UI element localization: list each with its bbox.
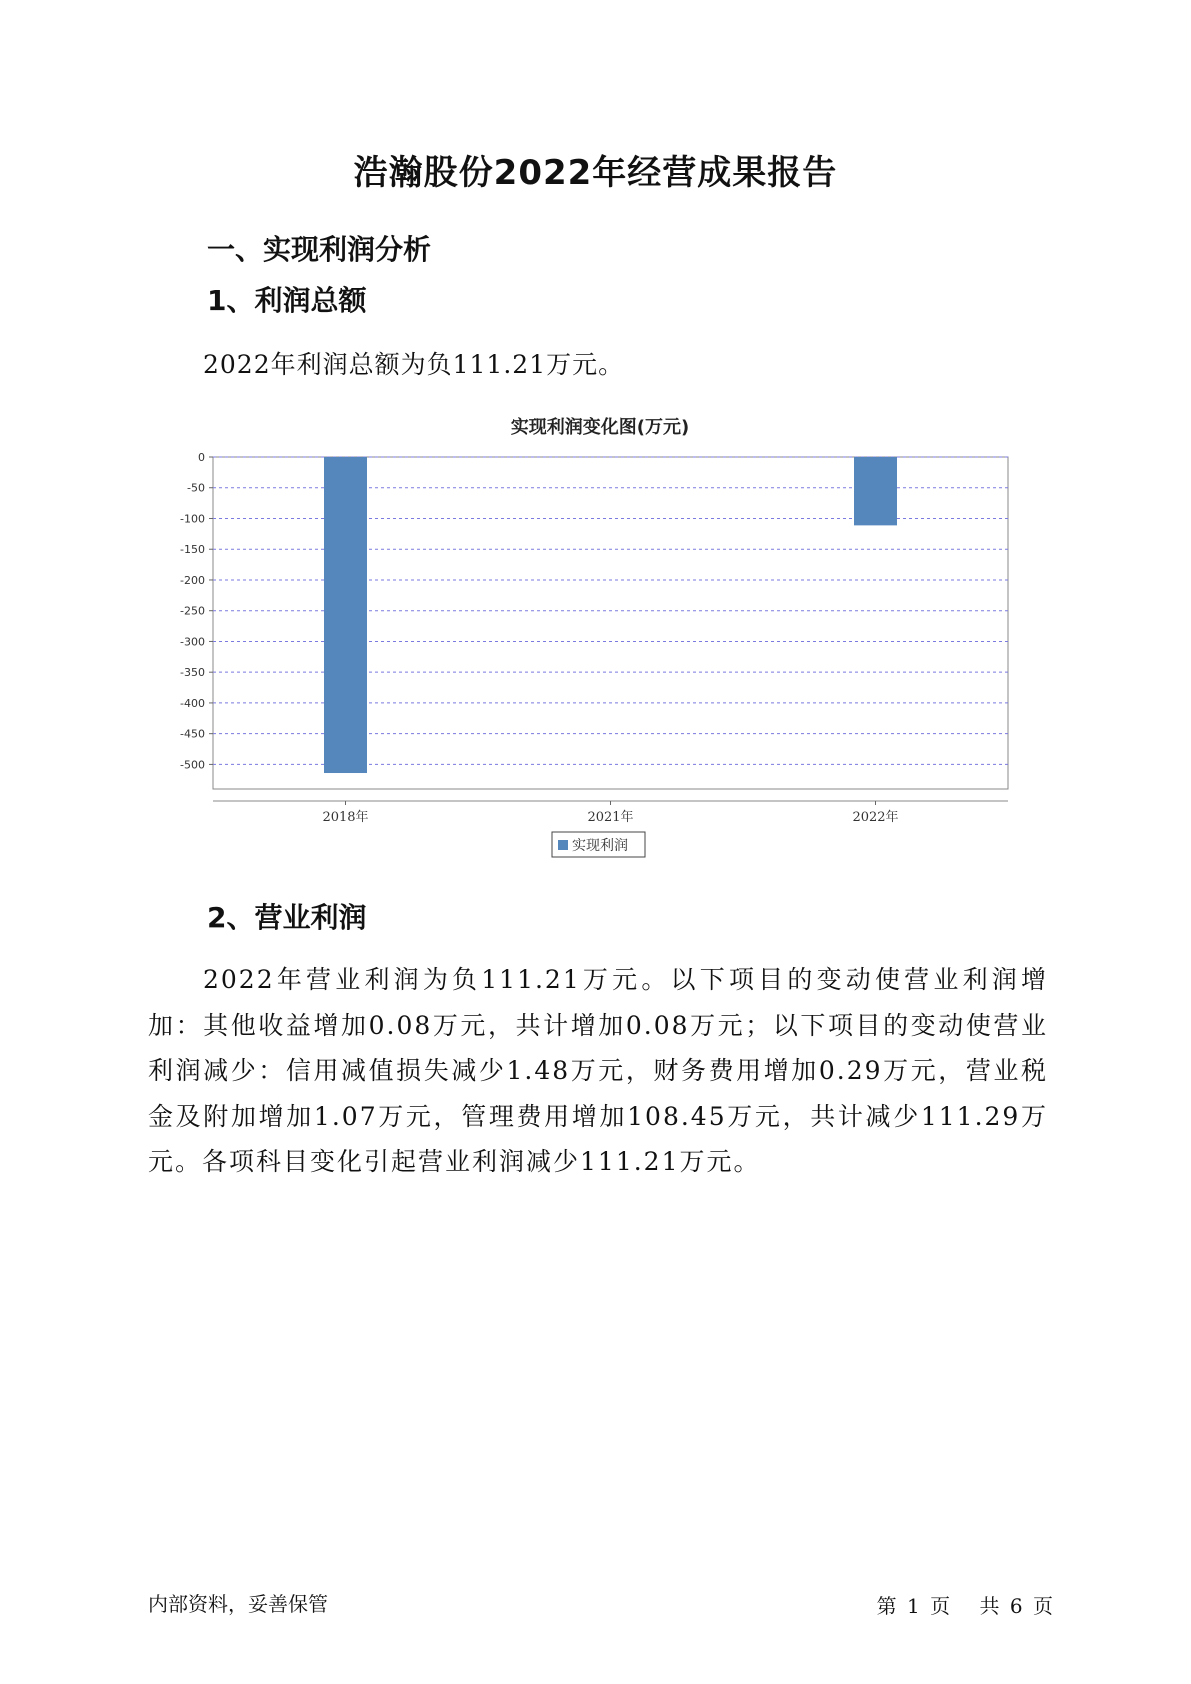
- operating-profit-text: 2022年营业利润为负111.21万元。以下项目的变动使营业利润增加：其他收益增加0.08万元，共计增加0.08万元；以下项目的变动使营业利润减少：信用减值损失减少1.48万元，财务费用增加0.29万元，营业税金及附加增加1.07万元，管理费用增加108.45万元，共计减少111.29万元。各项科目变化引起营业利润减少111.21万元。: [148, 965, 1048, 1176]
- bar: [854, 457, 897, 525]
- report-title: 浩瀚股份2022年经营成果报告: [353, 153, 838, 193]
- footer-page-info: [875, 1590, 1055, 1619]
- y-tick-label: -200: [180, 573, 205, 587]
- y-tick-label: -400: [180, 696, 205, 710]
- y-tick-label: -50: [187, 481, 205, 495]
- legend-swatch: [558, 840, 568, 850]
- total-pages: 6: [1009, 1594, 1023, 1618]
- y-axis-ticks: [180, 451, 213, 771]
- y-tick-label: -300: [180, 635, 205, 649]
- y-tick-label: 0: [198, 451, 205, 464]
- profit-chart: [160, 408, 1040, 868]
- page-label-prefix: 第: [876, 1594, 897, 1618]
- footer-confidential: 内部资料，妥善保管: [148, 1592, 328, 1616]
- x-axis-ticks: [322, 801, 898, 825]
- profit-total-text: 2022年利润总额为负111.21万元。: [203, 350, 625, 379]
- subsection-heading-profit-total: 1、利润总额: [207, 284, 367, 317]
- y-tick-label: -500: [180, 758, 205, 772]
- legend: [552, 832, 645, 857]
- bar: [324, 457, 367, 773]
- y-tick-label: -450: [180, 727, 205, 741]
- x-tick-label: 2021年: [587, 810, 634, 825]
- legend-label: 实现利润: [572, 838, 628, 854]
- total-label-suffix: 页: [1033, 1594, 1053, 1618]
- y-tick-label: -150: [180, 543, 205, 557]
- x-tick-label: 2018年: [322, 810, 369, 825]
- x-tick-label: 2022年: [852, 810, 899, 825]
- page-label-mid: 页: [930, 1594, 951, 1618]
- page-number: 1: [907, 1594, 920, 1618]
- total-label-prefix: 共: [979, 1594, 1000, 1618]
- y-tick-label: -250: [180, 604, 205, 618]
- section-heading: 一、实现利润分析: [207, 233, 432, 266]
- chart-title: 实现利润变化图(万元): [510, 417, 690, 438]
- y-tick-label: -100: [180, 512, 205, 526]
- bars: [324, 457, 897, 773]
- subsection-heading-operating-profit: 2、营业利润: [207, 901, 367, 934]
- y-tick-label: -350: [180, 666, 205, 680]
